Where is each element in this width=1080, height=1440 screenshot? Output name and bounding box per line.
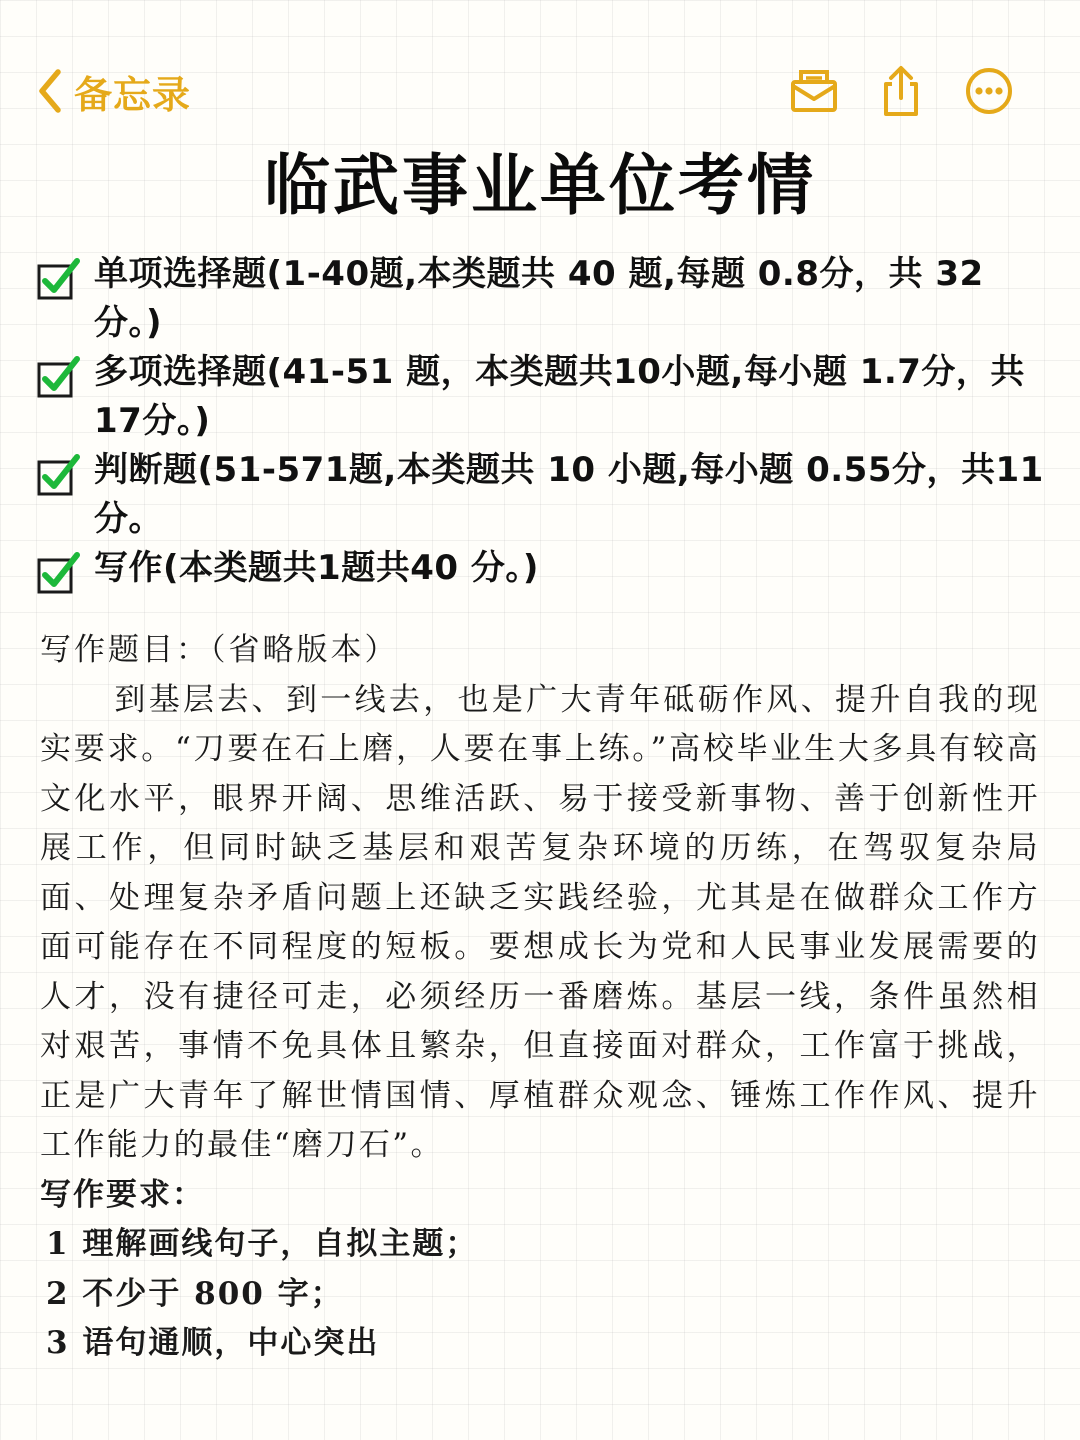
checkbox-checked-icon[interactable] bbox=[36, 551, 80, 595]
checkbox-checked-icon[interactable] bbox=[36, 355, 80, 399]
checklist-item-text: 多项选择题(41-51 题，本类题共10小题,每小题 1.7分，共17分。) bbox=[94, 352, 1025, 441]
scan-document-button[interactable] bbox=[786, 62, 842, 120]
checkbox-checked-icon[interactable] bbox=[36, 257, 80, 301]
checklist-item-text: 单项选择题(1-40题,本类题共 40 题,每题 0.8分，共 32分。) bbox=[94, 254, 984, 343]
checklist-item-single-choice bbox=[36, 250, 1046, 348]
requirement-item: 2 不少于 800 字； bbox=[46, 1275, 344, 1312]
checklist-item-text: 判断题(51-571题,本类题共 10 小题,每小题 0.55分，共11分。 bbox=[94, 450, 1044, 539]
chevron-left-icon bbox=[36, 68, 64, 114]
checklist-item-true-false bbox=[36, 446, 1046, 544]
checklist-item-writing bbox=[36, 544, 1046, 593]
page-title: 临武事业单位考情 bbox=[264, 146, 816, 224]
requirement-item: 1 理解画线句子，自拟主题； bbox=[46, 1226, 479, 1262]
share-button[interactable] bbox=[873, 62, 929, 120]
requirements-list bbox=[40, 1220, 1040, 1369]
requirement-item: 3 语句通顺，中心突出 bbox=[46, 1325, 380, 1361]
essay-section bbox=[40, 626, 1040, 1369]
scan-icon bbox=[789, 66, 839, 116]
requirements-heading: 写作要求： bbox=[40, 1176, 205, 1213]
essay-prompt-heading: 写作题目：（省略版本） bbox=[40, 632, 399, 668]
more-button[interactable] bbox=[961, 62, 1017, 120]
checkbox-checked-icon[interactable] bbox=[36, 453, 80, 497]
back-label: 备忘录 bbox=[74, 72, 192, 117]
back-button[interactable] bbox=[36, 62, 191, 120]
exam-structure-checklist bbox=[36, 250, 1046, 593]
checklist-item-text: 写作(本类题共1题共40 分。) bbox=[94, 548, 539, 588]
more-icon bbox=[963, 65, 1015, 117]
share-icon bbox=[878, 64, 924, 118]
checklist-item-multiple-choice bbox=[36, 348, 1046, 446]
essay-prompt-body: 到基层去、到一线去，也是广大青年砥砺作风、提升自我的现实要求。“刀要在石上磨，人要在事上练。”高校毕业生大多具有较高文化水平，眼界开阔、思维活跃、易于接受新事物、善于创新性开展工作，但同时缺乏基层和艰苦复杂环境的历练，在驾驭复杂局面、处理复杂矛盾问题上还缺乏实践经验，尤其是在做群众工作方面可能存在不同程度的短板。要想成长为党和人民事业发展需要的人才，没有捷径可走，必须经历一番磨炼。基层一线，条件虽然相对艰苦，事情不免具体且繁杂，但直接面对群众，工作富于挑战，正是广大青年了解世情国情、厚植群众观念、锤炼工作作风、提升工作能力的最佳“磨刀石”。 bbox=[40, 681, 1040, 1163]
